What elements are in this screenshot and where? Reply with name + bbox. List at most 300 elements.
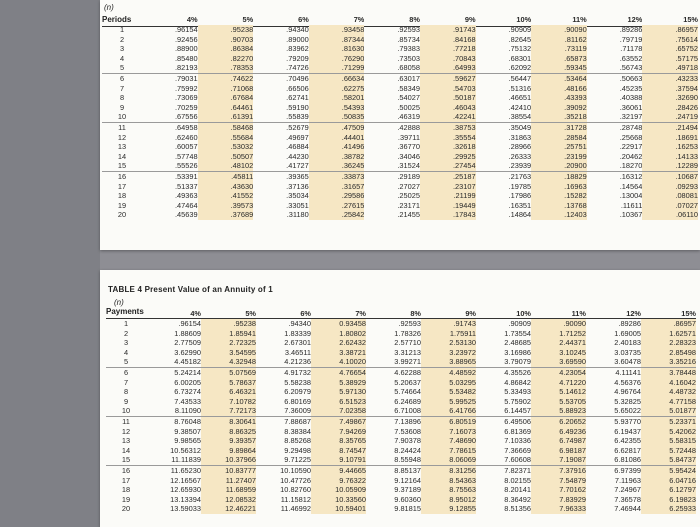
rate-header: 6% — [298, 15, 309, 24]
value-cell: 6.04716 — [641, 476, 696, 486]
period-cell: 19 — [117, 200, 127, 210]
table-row — [106, 319, 696, 329]
value-cell: .96154 — [174, 25, 198, 34]
value-cell: 8.30641 — [201, 416, 256, 426]
value-cell: 12.46221 — [201, 504, 256, 514]
value-cell: .38554 — [508, 112, 532, 122]
table-row — [102, 171, 698, 181]
value-cell: 6.71008 — [394, 406, 421, 416]
value-cell: 1.88609 — [174, 328, 201, 338]
value-cell: .12289 — [642, 161, 698, 171]
value-cell: .79383 — [397, 44, 420, 54]
value-cell: 11.65230 — [146, 465, 201, 475]
value-cell: 4.48732 — [641, 387, 696, 397]
value-cell: 5.23371 — [641, 416, 696, 426]
value-cell: 12.16567 — [170, 475, 201, 485]
value-cell: .33873 — [309, 171, 365, 181]
value-cell: .44401 — [309, 133, 365, 143]
value-cell: .73119 — [531, 44, 587, 54]
value-cell: 2.67301 — [284, 338, 311, 348]
value-cell: 2.77509 — [174, 338, 201, 348]
table-row — [106, 397, 696, 407]
value-cell: .06110 — [642, 210, 698, 220]
value-cell: .82645 — [508, 34, 532, 44]
period-cell: 20 — [117, 210, 127, 220]
value-cell: 8.95012 — [421, 495, 476, 505]
table-row — [102, 73, 698, 83]
value-cell: .93458 — [309, 25, 365, 35]
value-cell: .59345 — [531, 63, 587, 73]
value-cell: 7.36669 — [504, 445, 531, 455]
period-cell: 5 — [123, 357, 129, 367]
rate-header: 11% — [571, 309, 586, 318]
value-cell: .42888 — [364, 122, 420, 132]
table-row — [102, 35, 698, 45]
value-cell: .28426 — [642, 103, 698, 113]
period-cell: 17 — [117, 181, 127, 191]
table-row — [106, 348, 696, 358]
period-cell: 18 — [117, 191, 127, 201]
value-cell: 6.51523 — [311, 397, 366, 407]
value-cell: .71068 — [198, 84, 254, 94]
value-cell: 1.75911 — [421, 329, 476, 339]
value-cell: .19449 — [420, 201, 476, 211]
value-cell: .10367 — [619, 210, 643, 220]
value-cell: .79209 — [286, 53, 309, 63]
value-cell: 7.37916 — [531, 465, 586, 475]
value-cell: .42241 — [420, 112, 476, 122]
value-cell: 6.49506 — [476, 416, 531, 426]
value-cell: .62741 — [286, 93, 309, 103]
value-cell: 5.01877 — [641, 406, 696, 416]
period-cell: 10 — [121, 406, 131, 416]
value-cell: .95238 — [198, 25, 254, 35]
table-row — [102, 54, 698, 64]
value-cell: 7.02358 — [311, 406, 366, 416]
value-cell: .86384 — [198, 44, 254, 54]
table-row — [102, 142, 698, 152]
value-cell: .86957 — [642, 25, 698, 35]
value-cell: .75992 — [174, 83, 198, 93]
value-cell: 7.10782 — [201, 397, 256, 407]
value-cell: 8.20141 — [504, 485, 531, 495]
value-cell: .67556 — [174, 112, 198, 122]
value-cell: .14564 — [619, 181, 643, 191]
value-cell: .45235 — [619, 83, 643, 93]
value-cell: 3.69590 — [531, 357, 586, 367]
table-row — [102, 122, 698, 132]
value-cell: 9.44665 — [311, 465, 366, 475]
value-cell: 8.54363 — [421, 476, 476, 486]
value-cell: 7.16073 — [421, 427, 476, 437]
value-cell: .31728 — [531, 122, 587, 132]
rate-header: 4% — [186, 15, 198, 24]
value-cell: .18270 — [619, 161, 643, 171]
value-cell: .76290 — [309, 54, 365, 64]
value-cell: .26333 — [508, 151, 532, 161]
value-cell: 3.31213 — [394, 347, 421, 357]
rate-header: 8% — [410, 309, 421, 318]
value-cell: .91743 — [420, 25, 476, 35]
value-cell: 9.10791 — [311, 455, 366, 465]
value-cell: .48102 — [198, 161, 254, 171]
value-cell: .32197 — [619, 112, 643, 122]
value-cell: 3.88965 — [421, 357, 476, 367]
value-cell: 4.16042 — [641, 378, 696, 388]
value-cell: 8.06069 — [421, 455, 476, 465]
value-cell: 6.19823 — [641, 495, 696, 505]
table-row — [102, 210, 698, 220]
value-cell: .95238 — [201, 319, 256, 329]
value-cell: .51316 — [508, 83, 532, 93]
value-cell: .39365 — [253, 171, 309, 181]
rate-header: 9% — [464, 15, 476, 24]
table-row — [106, 387, 696, 397]
value-cell: 8.31256 — [421, 465, 476, 475]
table-row — [106, 406, 696, 416]
value-cell: 3.35216 — [641, 357, 696, 367]
value-cell: .41727 — [286, 161, 309, 171]
value-cell: .51337 — [174, 181, 198, 191]
value-cell: 4.48592 — [421, 367, 476, 377]
value-cell: .55526 — [174, 161, 198, 171]
value-cell: 5.03295 — [421, 378, 476, 388]
value-cell: .68301 — [508, 53, 532, 63]
value-cell: 5.75902 — [504, 396, 531, 406]
value-cell: 4.23054 — [531, 367, 586, 377]
value-cell: 1.69005 — [614, 328, 641, 338]
value-cell: 1.71252 — [531, 329, 586, 339]
value-cell: .60057 — [174, 142, 198, 152]
value-cell: 5.53482 — [421, 387, 476, 397]
value-cell: .56447 — [476, 73, 532, 83]
value-cell: 6.49236 — [531, 427, 586, 437]
value-cell: 8.86325 — [201, 427, 256, 437]
value-cell: 6.46321 — [201, 387, 256, 397]
value-cell: 4.21236 — [284, 357, 311, 367]
value-cell: .25751 — [531, 142, 587, 152]
value-cell: .45811 — [198, 171, 254, 181]
value-cell: .66634 — [309, 73, 365, 83]
value-cell: .71178 — [620, 44, 643, 54]
rate-header: 6% — [300, 309, 311, 318]
value-cell: .73503 — [397, 53, 420, 63]
value-cell: 5.53705 — [531, 397, 586, 407]
value-cell: .85734 — [397, 34, 420, 44]
value-cell: .88900 — [174, 44, 198, 54]
value-cell: 10.05909 — [311, 485, 366, 495]
periods-label: Periods — [102, 15, 132, 24]
value-cell: .27615 — [309, 201, 365, 211]
value-cell: .17843 — [420, 210, 476, 220]
value-cell: 8.24424 — [394, 445, 421, 455]
value-cell: 6.20652 — [531, 416, 586, 426]
value-cell: .10687 — [642, 171, 698, 181]
table-row — [106, 465, 696, 475]
header-blank — [106, 308, 146, 319]
value-cell: .84168 — [420, 35, 476, 45]
value-cell: 1.83339 — [284, 328, 311, 338]
value-cell: .54703 — [420, 84, 476, 94]
value-cell: .91743 — [421, 319, 476, 329]
value-cell: 12.65930 — [170, 485, 201, 495]
value-cell: .31863 — [508, 132, 532, 142]
value-cell: 7.94269 — [311, 427, 366, 437]
value-cell: 4.35526 — [476, 367, 531, 377]
value-cell: 6.73274 — [174, 387, 201, 397]
value-cell: .90090 — [531, 319, 586, 329]
value-cell: .53391 — [142, 171, 198, 181]
period-cell: 17 — [121, 475, 131, 485]
value-cell: 7.54879 — [531, 476, 586, 486]
value-cell: .79719 — [619, 34, 643, 44]
value-cell: .39573 — [198, 201, 254, 211]
value-cell: .29189 — [364, 171, 420, 181]
value-cell: .71299 — [309, 63, 365, 73]
value-cell: .75132 — [508, 44, 532, 54]
value-cell: 4.10020 — [311, 357, 366, 367]
value-cell: .17986 — [508, 191, 532, 201]
value-cell: 10.33560 — [311, 495, 366, 505]
table-row — [102, 182, 698, 192]
value-cell: .50663 — [587, 73, 643, 83]
value-cell: .20900 — [531, 161, 587, 171]
value-cell: 6.97399 — [586, 465, 641, 475]
value-cell: .73069 — [174, 93, 198, 103]
value-cell: 2.28323 — [641, 338, 696, 348]
value-cell: .85480 — [174, 53, 198, 63]
value-cell: .16312 — [587, 171, 643, 181]
period-cell: 3 — [119, 44, 125, 54]
table-row — [106, 378, 696, 388]
value-cell: .28584 — [531, 133, 587, 143]
table-row — [106, 455, 696, 465]
value-cell: .90703 — [198, 35, 254, 45]
value-cell: 8.85268 — [284, 436, 311, 446]
value-cell: .29586 — [309, 191, 365, 201]
value-cell: .22917 — [619, 142, 643, 152]
period-cell: 20 — [121, 504, 131, 514]
value-cell: .82270 — [198, 54, 254, 64]
value-cell: .21763 — [476, 171, 532, 181]
value-cell: 5.07569 — [201, 367, 256, 377]
value-cell: .50025 — [397, 102, 420, 112]
value-cell: .41496 — [309, 142, 365, 152]
background-left — [0, 0, 100, 527]
rate-header: 7% — [353, 15, 365, 24]
value-cell: 4.77158 — [641, 397, 696, 407]
value-cell: .35049 — [476, 122, 532, 132]
value-cell: .21199 — [420, 191, 476, 201]
value-cell: .92456 — [174, 34, 198, 44]
rate-header: 5% — [242, 15, 254, 24]
value-cell: 6.20979 — [284, 387, 311, 397]
period-cell: 10 — [117, 112, 127, 122]
value-cell: .15282 — [531, 191, 587, 201]
value-cell: .94340 — [286, 25, 309, 34]
value-cell: .34046 — [397, 151, 420, 161]
value-cell: 9.81815 — [394, 504, 421, 514]
value-cell: .43630 — [198, 182, 254, 192]
value-cell: 4.91732 — [256, 367, 311, 377]
value-cell: .33051 — [286, 200, 309, 210]
period-cell: 16 — [102, 171, 142, 181]
period-cell: 6 — [106, 367, 146, 377]
value-cell: .46651 — [508, 93, 532, 103]
payments-label: Payments — [106, 307, 144, 316]
rate-header: 5% — [245, 309, 256, 318]
value-cell: 5.97130 — [311, 387, 366, 397]
value-cell: 2.53130 — [421, 338, 476, 348]
value-cell: 5.84737 — [641, 455, 696, 465]
value-cell: .67684 — [198, 93, 254, 103]
value-cell: 9.71225 — [284, 455, 311, 465]
value-cell: 9.12164 — [394, 475, 421, 485]
value-cell: 5.93770 — [586, 416, 641, 426]
value-cell: .20462 — [619, 151, 643, 161]
table-row — [106, 367, 696, 377]
value-cell: .61391 — [198, 112, 254, 122]
value-cell: .18691 — [642, 133, 698, 143]
value-cell: .37689 — [198, 210, 254, 220]
value-cell: .59190 — [286, 102, 309, 112]
value-cell: .54393 — [309, 103, 365, 113]
value-cell: 10.47726 — [280, 475, 311, 485]
value-cell: 2.85498 — [641, 348, 696, 358]
value-cell: 7.82371 — [476, 465, 531, 475]
value-cell: .52679 — [253, 122, 309, 132]
value-cell: .75614 — [642, 35, 698, 45]
value-cell: .58468 — [198, 122, 254, 132]
value-cell: 4.45182 — [174, 357, 201, 367]
value-cell: 7.13896 — [366, 416, 421, 426]
value-cell: 1.85941 — [201, 329, 256, 339]
value-cell: 9.76322 — [311, 476, 366, 486]
value-cell: 8.36492 — [504, 494, 531, 504]
value-cell: 6.42355 — [614, 436, 641, 446]
value-cell: .64958 — [142, 122, 198, 132]
value-cell: .81162 — [531, 35, 587, 45]
value-cell: .70496 — [253, 73, 309, 83]
period-cell: 4 — [123, 347, 129, 357]
period-cell: 4 — [119, 53, 125, 63]
value-cell: 8.35765 — [311, 436, 366, 446]
table-row — [102, 152, 698, 162]
value-cell: .12403 — [531, 210, 587, 220]
value-cell: 4.96764 — [614, 387, 641, 397]
value-cell: 6.41766 — [421, 406, 476, 416]
value-cell: .18829 — [531, 171, 587, 181]
value-cell: .32690 — [642, 93, 698, 103]
value-cell: .49363 — [174, 191, 198, 201]
value-cell: .09293 — [642, 182, 698, 192]
value-cell: 6.12797 — [641, 485, 696, 495]
value-cell: 4.56376 — [614, 377, 641, 387]
table-row — [106, 329, 696, 339]
value-cell: .42410 — [508, 102, 532, 112]
value-cell: 9.38507 — [174, 426, 201, 436]
value-cell: .66506 — [286, 83, 309, 93]
value-cell: 5.99525 — [421, 397, 476, 407]
value-cell: .25025 — [397, 191, 420, 201]
value-cell: .39711 — [397, 132, 420, 142]
rate-header: 15% — [683, 15, 698, 24]
value-cell: 8.11090 — [174, 406, 201, 416]
value-cell: 5.38929 — [311, 378, 366, 388]
value-cell: .83962 — [286, 44, 309, 54]
value-cell: .64461 — [198, 103, 254, 113]
period-cell: 19 — [121, 494, 131, 504]
value-cell: 5.33493 — [504, 387, 531, 397]
value-cell: .44230 — [286, 151, 309, 161]
value-cell: 5.20637 — [394, 377, 421, 387]
value-cell: 7.19087 — [531, 455, 586, 465]
value-cell: .54027 — [397, 93, 420, 103]
value-cell: 13.13394 — [170, 494, 201, 504]
value-cell: 9.98565 — [174, 436, 201, 446]
value-cell: .16253 — [642, 142, 698, 152]
period-cell: 7 — [123, 377, 129, 387]
value-cell: 7.72173 — [201, 406, 256, 416]
value-cell: 2.57710 — [394, 338, 421, 348]
value-cell: .25187 — [420, 171, 476, 181]
value-cell: .45639 — [174, 210, 198, 220]
value-cell: .25668 — [619, 132, 643, 142]
value-cell: 5.14612 — [531, 387, 586, 397]
value-cell: .92593 — [397, 25, 420, 34]
period-cell: 1 — [123, 319, 129, 328]
value-cell: 4.62288 — [366, 367, 421, 377]
value-cell: .62275 — [309, 84, 365, 94]
value-cell: .14864 — [508, 210, 532, 220]
value-cell: 2.48685 — [504, 338, 531, 348]
value-cell: 7.96333 — [531, 504, 586, 514]
value-cell: .13004 — [619, 191, 643, 201]
value-cell: 8.38384 — [284, 426, 311, 436]
period-cell: 12 — [117, 132, 127, 142]
value-cell: .49697 — [286, 132, 309, 142]
value-cell: .38782 — [309, 152, 365, 162]
value-cell: .48166 — [531, 84, 587, 94]
value-cell: 11.68959 — [201, 485, 256, 495]
rate-header: 10% — [516, 15, 532, 24]
value-cell: 8.51356 — [504, 504, 531, 514]
table-row — [106, 495, 696, 505]
value-cell: .64993 — [420, 63, 476, 73]
value-cell: .50835 — [309, 112, 365, 122]
value-cell: 8.76048 — [146, 416, 201, 426]
value-cell: 11.11839 — [171, 455, 201, 465]
value-cell: 9.60360 — [394, 494, 421, 504]
value-cell: .14133 — [642, 152, 698, 162]
value-cell: 3.62990 — [174, 347, 201, 357]
table-row — [102, 93, 698, 103]
value-cell: .46319 — [397, 112, 420, 122]
table-row — [106, 485, 696, 495]
value-cell: 9.37189 — [394, 485, 421, 495]
value-cell: .11611 — [620, 200, 643, 210]
table-row — [106, 416, 696, 426]
value-cell: .81630 — [309, 44, 365, 54]
value-cell: .70843 — [420, 54, 476, 64]
value-cell: 8.85137 — [366, 465, 421, 475]
period-cell: 2 — [119, 34, 125, 44]
value-cell: .56743 — [619, 63, 643, 73]
value-cell: 8.02155 — [504, 475, 531, 485]
value-cell: .23939 — [508, 161, 532, 171]
period-cell: 2 — [123, 328, 129, 338]
table-row — [106, 504, 696, 514]
